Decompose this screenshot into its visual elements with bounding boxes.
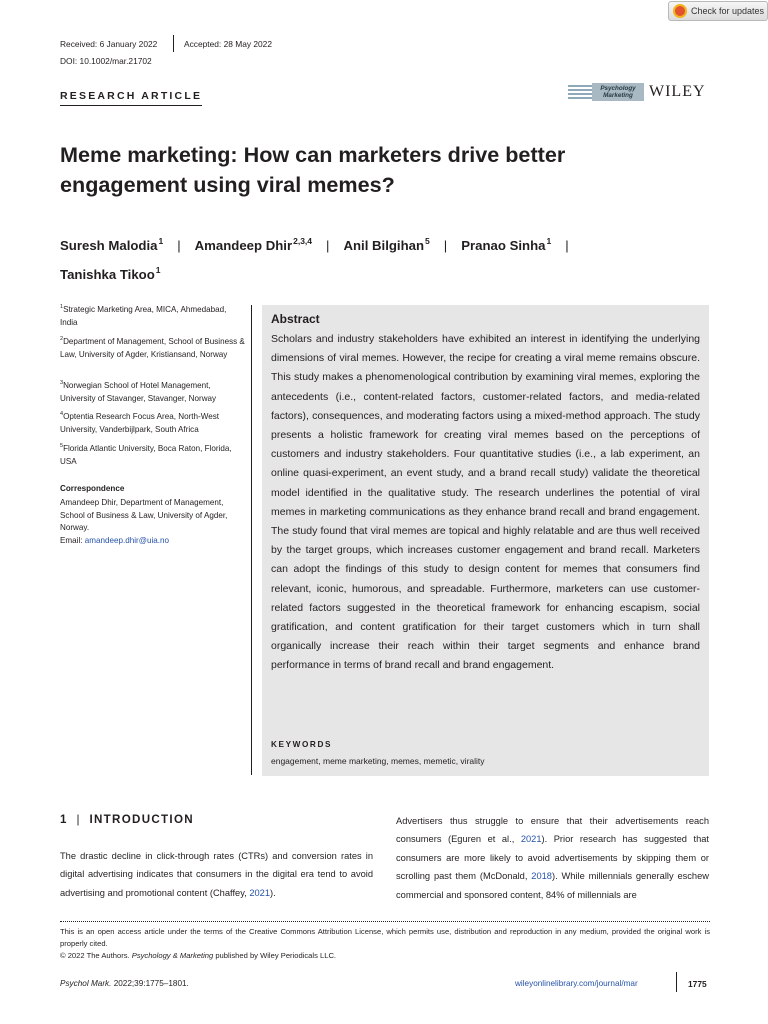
citation-link[interactable]: 2021 [249, 887, 271, 898]
correspondence-text [60, 497, 246, 547]
article-type: RESEARCH ARTICLE [60, 90, 203, 102]
intro-right-text: ). While millennials generally eschew commercial and sponsored content, 84% of millennials are [396, 871, 709, 900]
copyright-journal: Psychology & Marketing [131, 951, 214, 960]
footer-journal: Psychol Mark. [60, 979, 112, 988]
author-affiliation-mark: 5 [425, 236, 430, 246]
correspondence-address: Amandeep Dhir, Department of Management, School of Business & Law, University of Agder, Norway. [60, 498, 228, 532]
affiliation-text: Department of Management, School of Business & Law, University of Agder, Kristiansand, Norway [60, 337, 245, 359]
affiliation-text: Optentia Research Focus Area, North-West University, Vanderbijlpark, South Africa [60, 412, 220, 434]
author-name: Pranao Sinha [461, 238, 546, 253]
author-name: Suresh Malodia [60, 238, 158, 253]
affiliation-mark: 5 [60, 443, 64, 449]
publisher-logo: WILEY [649, 83, 706, 100]
copyright-line [60, 951, 336, 960]
affiliation-mark: 2 [60, 336, 64, 342]
intro-right-text: ). Prior research has suggested that consumers are more likely to avoid advertisements by skipping them or scrolling past them (McDonald, [396, 834, 710, 882]
affiliation-mark: 4 [60, 411, 64, 417]
accepted-date: Accepted: 28 May 2022 [184, 39, 272, 49]
author-separator: | [177, 238, 181, 253]
journal-url-link[interactable]: wileyonlinelibrary.com/journal/mar [515, 979, 638, 988]
meta-divider [173, 35, 174, 52]
footer-divider [676, 972, 677, 992]
affiliation-text: Strategic Marketing Area, MICA, Ahmedabad, India [60, 305, 227, 327]
intro-right-text: Advertisers thus struggle to ensure that their advertisements reach consumers (Eguren et al., [396, 816, 709, 845]
author-name: Amandeep Dhir [194, 238, 293, 253]
license-divider [60, 921, 710, 922]
author-list [60, 229, 720, 287]
author-separator: | [326, 238, 330, 253]
author-separator: | [443, 238, 448, 253]
author-affiliation-mark: 1 [546, 236, 552, 246]
copyright-prefix: © 2022 The Authors. [60, 951, 132, 960]
affiliation [60, 301, 246, 329]
affiliation [60, 377, 246, 405]
footer-volume: 2022;39:1775–1801. [111, 979, 189, 988]
affiliation [60, 333, 246, 361]
license-text: This is an open access article under the terms of the Creative Commons Attribution License, which permits use, distribution and reproduction in any medium, provided the original work is properly cited. [60, 927, 710, 949]
email-label: Email: [60, 535, 85, 545]
citation-link[interactable]: 2021 [520, 834, 542, 845]
section-title: INTRODUCTION [89, 813, 194, 826]
author-affiliation-mark: 2,3,4 [293, 236, 313, 246]
journal-logo-stripes [568, 83, 592, 101]
abstract-heading: Abstract [271, 312, 320, 326]
affiliation-text: Florida Atlantic University, Boca Raton, Florida, USA [60, 444, 232, 466]
received-date: Received: 6 January 2022 [60, 39, 158, 49]
journal-logo-line2: Marketing [603, 92, 633, 99]
affiliation-text: Norwegian School of Hotel Management, University of Stavanger, Stavanger, Norway [60, 381, 217, 403]
copyright-suffix: published by Wiley Periodicals LLC. [213, 951, 337, 960]
intro-left-end: ). [270, 887, 276, 898]
email-link[interactable]: amandeep.dhir@uia.no [84, 535, 170, 545]
author-separator: | [565, 238, 569, 253]
check-for-updates-button[interactable] [668, 1, 768, 21]
keywords-heading: KEYWORDS [271, 740, 333, 749]
intro-column-left [60, 847, 373, 902]
doi: DOI: 10.1002/mar.21702 [60, 56, 152, 66]
article-type-underline [60, 105, 202, 106]
correspondence-heading: Correspondence [60, 484, 125, 493]
journal-logo-wordmark [592, 83, 644, 101]
section-heading [60, 813, 194, 826]
crossmark-icon [673, 4, 687, 18]
abstract-text: Scholars and industry stakeholders have exhibited an interest in identifying the underlying dimensions of viral memes. However, the recipe for creating a viral meme remains obscure. This study makes a phenomenological contribution by examining viral memes, exploring the antecedents (i.e., content-related factors, customer-related factors, and media-related factors), consequences, and moderating factors using a mixed-method approach. The study presents a holistic framework for creating viral memes based on the perceptions of customers and industry stakeholders. Four quantitative studies (i.e., a lab experiment, an online quasi-experiment, an event study, and a brand recall study) validate the theoretical model identified in the qualitative study. The research underlines the potential of viral memes in marketing communications as they enhance brand recall and brand engagement. The study found that viral memes are topical and highly relatable and are thus well received by the target groups, which increases customer engagement and brand recall. Marketers can adopt the findings of this study to design content for memes that consumers find relevant, iconic, humorous, and spreadable. Furthermore, marketers can use customer-related factors suggested in the theoretical framework for enhancing escapism, social gratification, and content gratification for their target customers which in turn shall organically increase their reach within their target segments and enhance brand performance in terms of brand recall and brand engagement. [271, 333, 700, 672]
affiliation-mark: 1 [60, 304, 64, 310]
journal-logo [568, 83, 644, 101]
intro-left-text: The drastic decline in click-through rates (CTRs) and conversion rates in digital advertising indicates that consumers in the digital era tend to avoid advertising and promotional content (Chaffey, [60, 851, 373, 898]
article-title: Meme marketing: How can marketers drive better engagement using viral memes? [60, 142, 566, 197]
author-name: Tanishka Tikoo [60, 267, 155, 282]
intro-column-right [396, 812, 709, 904]
page-number: 1775 [688, 979, 707, 989]
author-affiliation-mark: 1 [158, 236, 164, 246]
sidebar-rule [251, 305, 252, 775]
citation-link[interactable]: 2018 [531, 871, 552, 882]
author-name: Anil Bilgihan [343, 238, 425, 253]
affiliation [60, 440, 246, 468]
affiliation [60, 408, 246, 436]
section-divider: | [76, 813, 80, 826]
author-affiliation-mark: 1 [155, 265, 161, 275]
check-for-updates-label: Check for updates [691, 6, 765, 16]
section-number: 1 [60, 813, 67, 826]
keywords-list: engagement, meme marketing, memes, memetic, virality [271, 756, 485, 766]
journal-logo-line1: Psychology [600, 85, 636, 92]
footer-citation [60, 979, 189, 988]
affiliation-mark: 3 [60, 380, 64, 386]
